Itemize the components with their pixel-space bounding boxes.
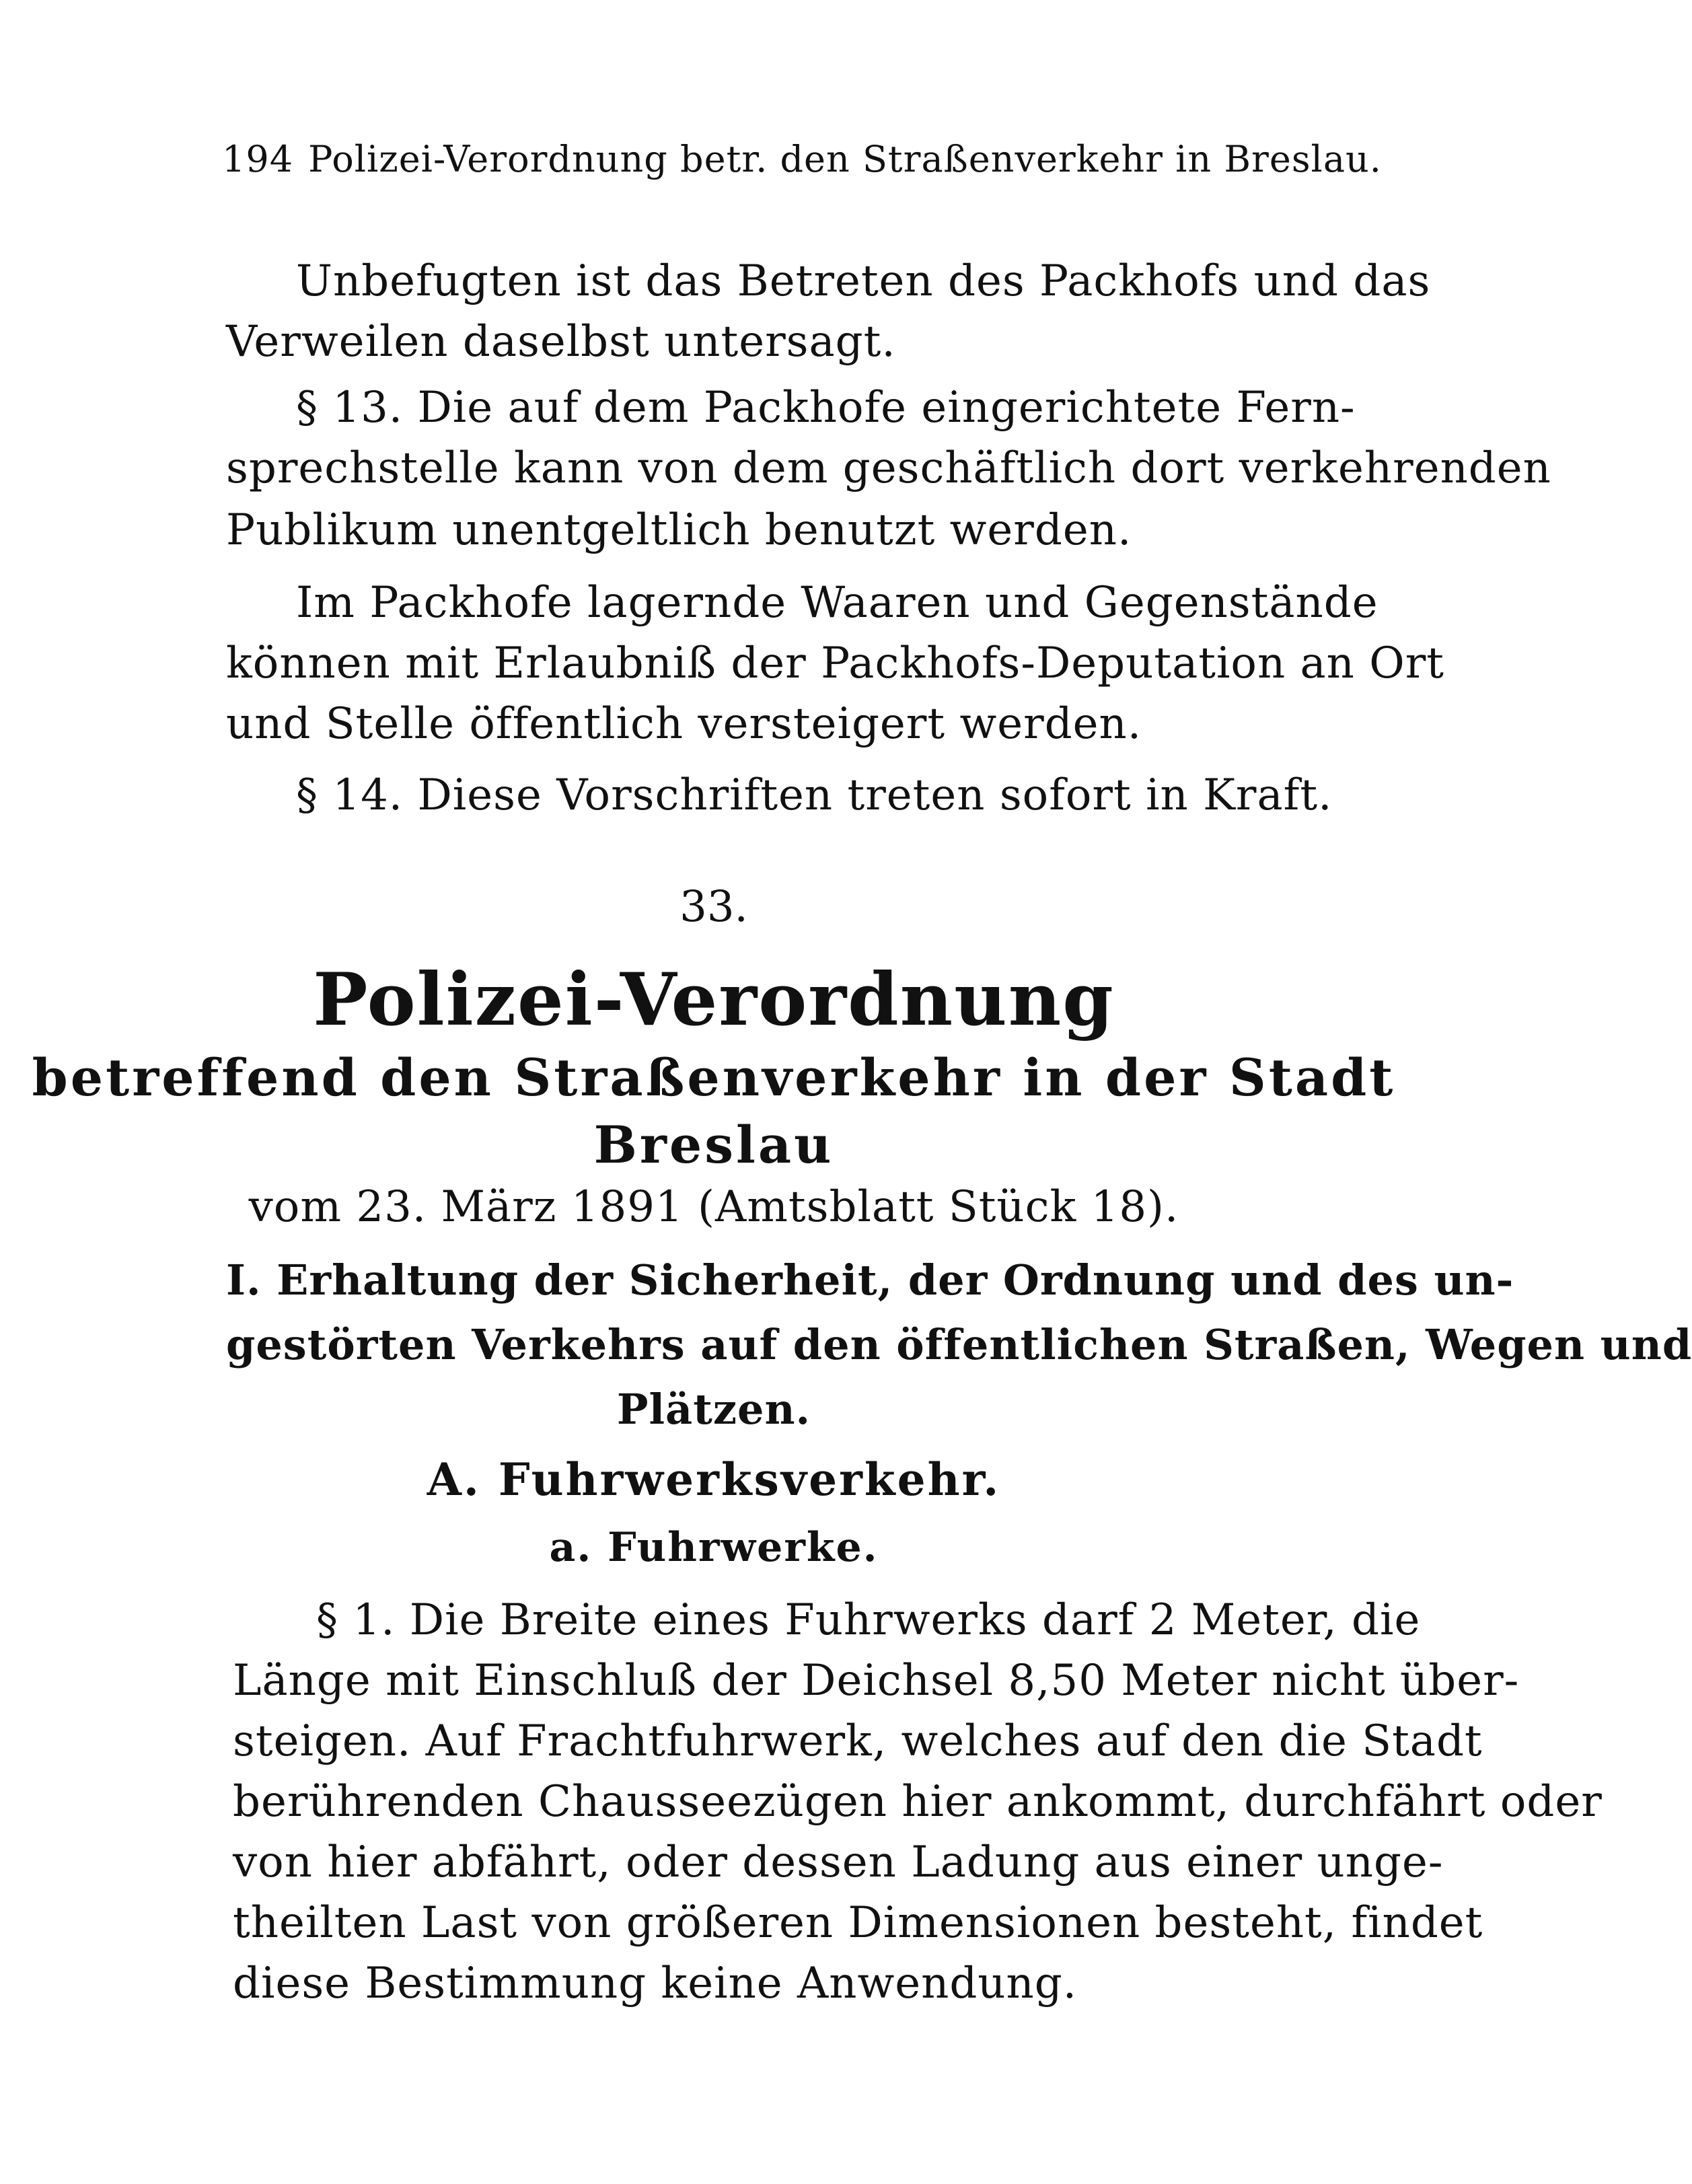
text-line: § 1. Die Breite eines Fuhrwerks darf 2 Meter, die (316, 1595, 1421, 1645)
text-line: theilten Last von größeren Dimensionen besteht, findet (233, 1898, 1483, 1948)
text-line: und Stelle öffentlich versteigert werden. (226, 699, 1142, 749)
text-line: Länge mit Einschluß der Deichsel 8,50 Meter nicht über- (233, 1656, 1520, 1706)
ordinance-date: vom 23. März 1891 (Amtsblatt Stück 18). (248, 1182, 1179, 1232)
ordinance-number: 33. (679, 882, 748, 932)
text-line: berührenden Chausseezügen hier ankommt, durchfährt oder (233, 1777, 1603, 1827)
running-head-title: Polizei-Verordnung betr. den Straßenverkehr in Breslau. (308, 138, 1382, 180)
text-line: Im Packhofe lagernde Waaren und Gegenstände (296, 578, 1378, 628)
text-line: § 13. Die auf dem Packhofe eingerichtete Fern- (296, 383, 1356, 433)
text-line: steigen. Auf Frachtfuhrwerk, welches auf den die Stadt (233, 1716, 1483, 1766)
ordinance-title: Polizei-Verordnung (313, 957, 1115, 1042)
text-line: diese Bestimmung keine Anwendung. (233, 1959, 1078, 2008)
ordinance-subtitle: betreffend den Straßenverkehr in der Stadt (32, 1048, 1396, 1107)
ordinance-subtitle-city: Breslau (593, 1115, 834, 1175)
section-heading: I. Erhaltung der Sicherheit, der Ordnung und des un- (226, 1255, 1514, 1305)
subsection-heading: a. Fuhrwerke. (549, 1524, 879, 1571)
page-number: 194 (222, 138, 294, 180)
text-line: können mit Erlaubniß der Packhofs-Deputation an Ort (226, 639, 1444, 688)
text-line: Verweilen daselbst untersagt. (226, 317, 896, 367)
text-line: Unbefugten ist das Betreten des Packhofs und das (296, 256, 1431, 306)
text-line: sprechstelle kann von dem geschäftlich dort verkehrenden (226, 443, 1551, 493)
section-heading: gestörten Verkehrs auf den öffentlichen Straßen, Wegen und (226, 1320, 1692, 1369)
running-head (222, 138, 1382, 180)
section-heading: Plätzen. (616, 1385, 811, 1434)
text-line: von hier abfährt, oder dessen Ladung aus einer unge- (233, 1837, 1444, 1887)
text-line: Publikum unentgeltlich benutzt werden. (226, 505, 1132, 555)
text-line: § 14. Diese Vorschriften treten sofort in Kraft. (296, 770, 1333, 820)
subsection-heading: A. Fuhrwerksverkehr. (427, 1453, 1001, 1506)
